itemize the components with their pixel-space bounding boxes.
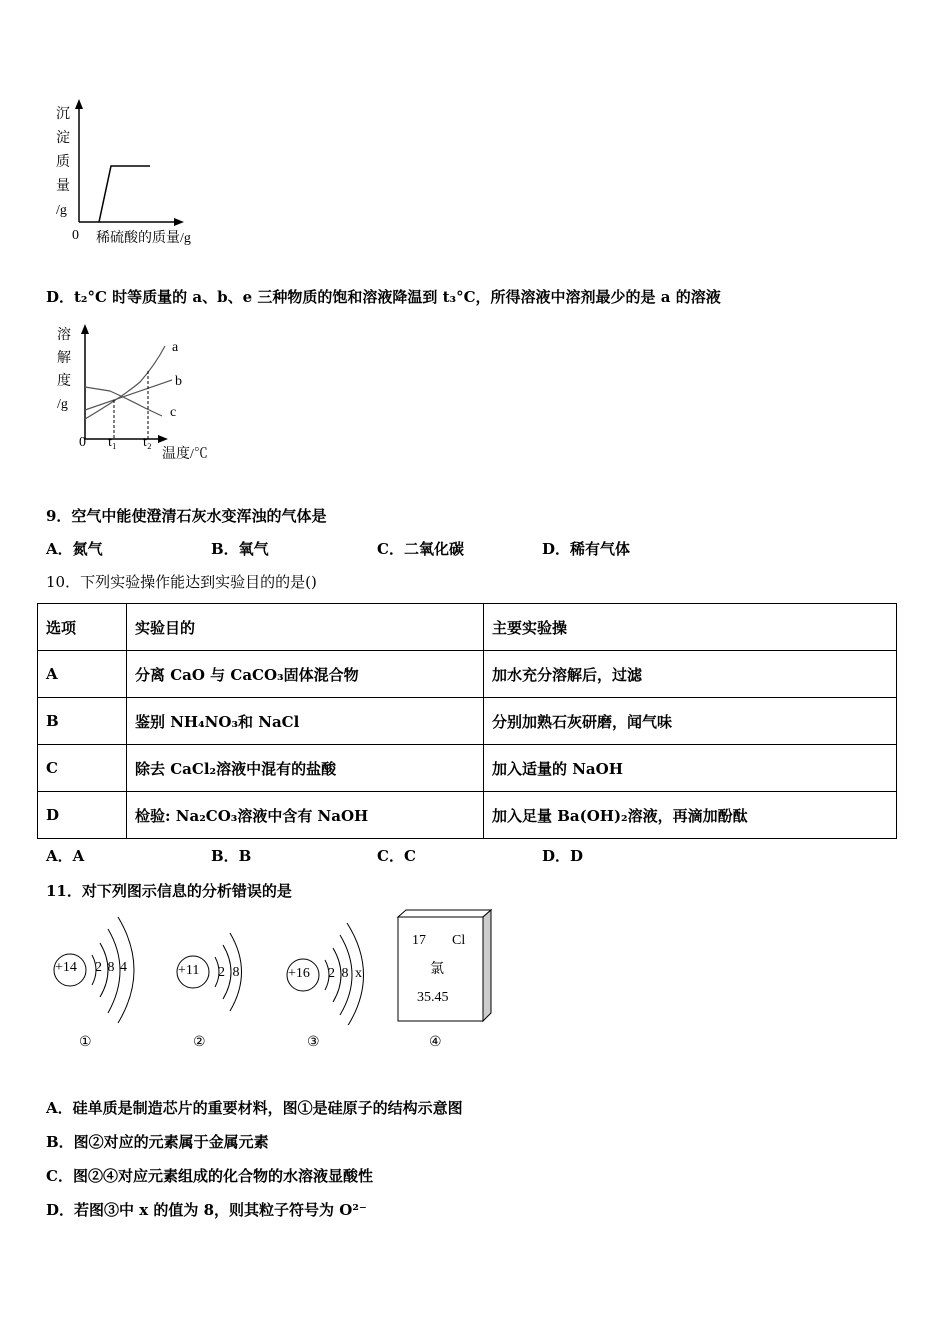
origin-label: 0 (72, 228, 79, 243)
q11-option-d: D．若图③中 x 的值为 8，则其粒子符号为 O²⁻ (46, 1201, 367, 1219)
table-cell: 鉴别 NH₄NO₃和 NaCl (127, 698, 484, 745)
q11-option-b: B．图②对应的元素属于金属元素 (46, 1133, 269, 1151)
y-label: 溶 (57, 328, 71, 343)
t2-label: t₂ (143, 435, 152, 450)
y-label: 沉 (56, 107, 70, 122)
x-label: 温度/℃ (162, 447, 208, 462)
header-cell: 主要实验操 (484, 604, 897, 651)
element-number: 17 (412, 933, 426, 948)
y-label: 解 (57, 351, 71, 366)
q11-option-a: A．硅单质是制造芯片的重要材料，图①是硅原子的结构示意图 (46, 1099, 463, 1117)
y-label: 质 (56, 155, 70, 170)
table-cell: C (38, 745, 127, 792)
header-cell: 选项 (38, 604, 127, 651)
q10-stem: 10．下列实验操作能达到实验目的的是() (46, 573, 317, 591)
q10-option-d: D．D (542, 847, 584, 865)
y-label: 淀 (56, 131, 70, 146)
element-mass: 35.45 (417, 990, 449, 1005)
table-cell: 加入适量的 NaOH (484, 745, 897, 792)
q8-option-d: D．t₂°C 时等质量的 a、b、e 三种物质的饱和溶液降温到 t₃°C，所得溶液中溶剂最少的是 a 的溶液 (46, 288, 721, 306)
experiment-table (37, 603, 897, 839)
atom-3-nucleus: +16 (288, 966, 310, 981)
y-label: /g (56, 203, 67, 218)
figure-4-label: ④ (429, 1035, 442, 1050)
table-row (38, 792, 897, 839)
table-row (38, 651, 897, 698)
y-label: 量 (56, 179, 70, 194)
atom-2-nucleus: +11 (178, 963, 200, 978)
table-row (38, 745, 897, 792)
table-cell: 检验: Na₂CO₃溶液中含有 NaOH (127, 792, 484, 839)
q9-option-a: A．氮气 (46, 540, 103, 558)
q11-option-c: C．图②④对应元素组成的化合物的水溶液显酸性 (46, 1167, 373, 1185)
atom-1-nucleus: +14 (55, 960, 77, 975)
q9-stem: 9．空气中能使澄清石灰水变浑浊的气体是 (46, 507, 327, 525)
table-cell: A (38, 651, 127, 698)
header-cell: 实验目的 (127, 604, 484, 651)
figure-1-label: ① (79, 1035, 92, 1050)
table-cell: 加水充分溶解后，过滤 (484, 651, 897, 698)
t1-label: t₁ (108, 435, 117, 450)
table-header-row (38, 604, 897, 651)
q10-option-c: C．C (377, 847, 416, 865)
element-name: 氯 (430, 962, 444, 977)
q10-option-a: A．A (46, 847, 85, 865)
atom-3-shells: 2 8 x (328, 966, 362, 981)
origin-label: 0 (79, 435, 86, 450)
q11-stem: 11．对下列图示信息的分析错误的是 (46, 882, 292, 900)
table-cell: B (38, 698, 127, 745)
figure-3-label: ③ (307, 1035, 320, 1050)
curve-c-label: c (170, 405, 177, 420)
table-cell: 加入足量 Ba(OH)₂溶液，再滴加酚酞 (484, 792, 897, 839)
figure-2-label: ② (193, 1035, 206, 1050)
y-label: /g (57, 397, 68, 412)
solubility-graph-axes (70, 320, 220, 450)
q9-option-c: C．二氧化碳 (377, 540, 464, 558)
table-cell: 分离 CaO 与 CaCO₃固体混合物 (127, 651, 484, 698)
atom-2-shells: 2 8 (218, 965, 240, 980)
curve-a-label: a (172, 340, 179, 355)
table-row (38, 698, 897, 745)
y-label: 度 (57, 374, 71, 389)
q9-option-b: B．氧气 (211, 540, 269, 558)
element-symbol: Cl (452, 933, 466, 948)
atom-1-shells: 2 8 4 (95, 960, 127, 975)
table-cell: D (38, 792, 127, 839)
curve-b-label: b (175, 374, 182, 389)
q9-option-d: D．稀有气体 (542, 540, 631, 558)
q10-option-b: B．B (211, 847, 252, 865)
x-label: 稀硫酸的质量/g (96, 231, 191, 246)
table-cell: 分别加熟石灰研磨，闻气味 (484, 698, 897, 745)
table-cell: 除去 CaCl₂溶液中混有的盐酸 (127, 745, 484, 792)
